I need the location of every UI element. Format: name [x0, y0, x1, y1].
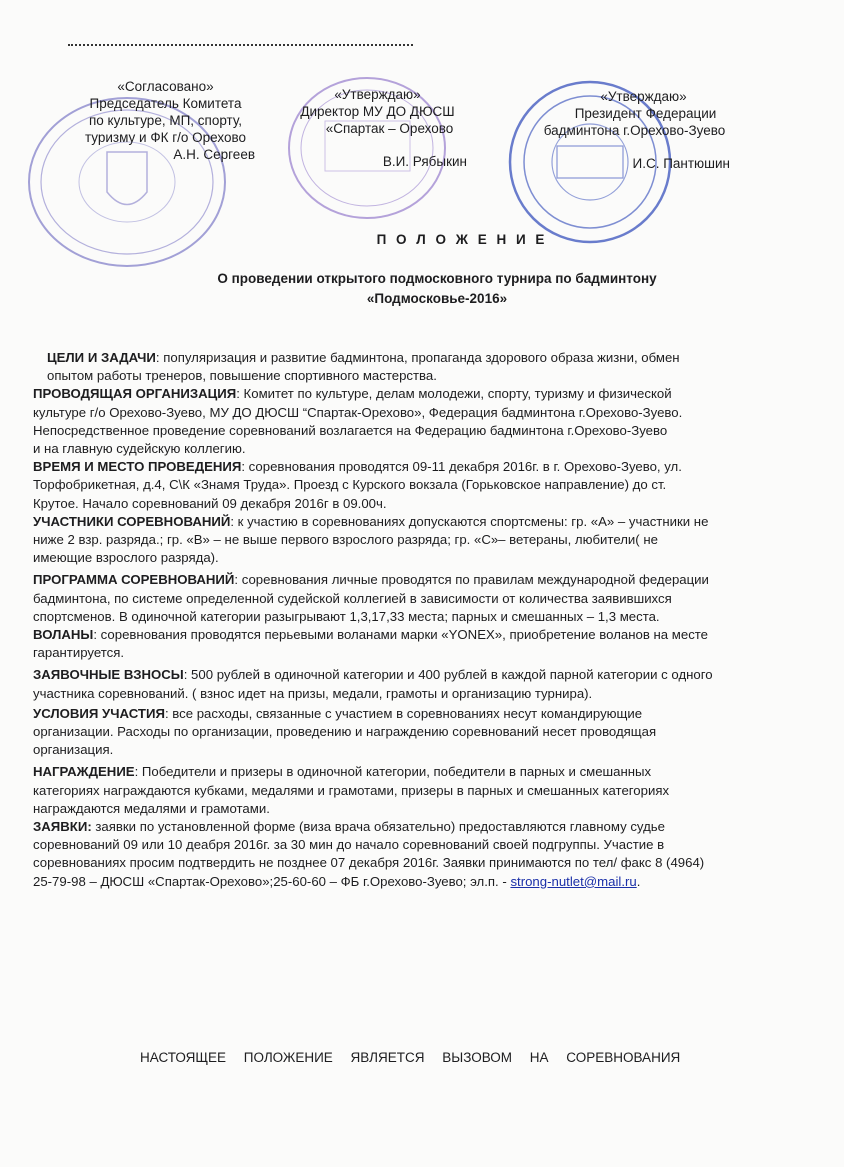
section-applications [33, 818, 823, 891]
subtitle-line: О проведении открытого подмосковного турнира по бадминтону [217, 271, 657, 286]
section-text: : соревнования проводятся 09-11 декабря 2016г. в г. Орехово-Зуево, ул. [241, 459, 682, 475]
section-text: имеющие взрослого разряда). [33, 550, 219, 566]
document-title: П О Л О Ж Е Н И Е [376, 232, 548, 247]
section-text: 25-79-98 – ДЮСШ «Спартак-Орехово»;25-60-60 – ФБ г.Орехово-Зуево; эл.п. - [33, 873, 511, 889]
section-text: : все расходы, связанные с участием в соревнованиях несут командирующие [164, 705, 643, 721]
section-text: Крутое. Начало соревнований 09 декабря 2016г в 09.00ч. [33, 495, 387, 511]
section-label: ВОЛАНЫ [33, 627, 94, 643]
section-goals [33, 349, 823, 385]
section-text: соревнованиях просим подтвердить не позднее 07 декабря 2016г. Заявки принимаются по тел/ факс 8 (4964) [33, 855, 705, 871]
section-label: ПРОВОДЯЩАЯ ОРГАНИЗАЦИЯ [33, 386, 237, 402]
section-text: ниже 2 взр. разряда.; гр. «В» – не выше первого взрослого разряда; гр. «С»– ветераны, любители( не [33, 532, 658, 548]
approval-block-left [58, 78, 273, 163]
approval-left-line: Председатель Комитета [89, 96, 242, 111]
section-label: ЗАЯВКИ: [33, 819, 92, 835]
subtitle-line: «Подмосковье-2016» [366, 291, 508, 306]
approval-block-right [527, 88, 742, 172]
section-text: : соревнования личные проводятся по правилам международной федерации [234, 572, 709, 588]
section-text: спортсменов. В одиночной категории разыгрывают 1,3,17,33 места; парных и смешанных – 1,3 места. [33, 608, 660, 624]
approval-center-line: «Спартак – Орехово [325, 121, 454, 136]
section-label: НАГРАЖДЕНИЕ [33, 764, 135, 780]
section-participants [33, 513, 823, 568]
section-label: ВРЕМЯ И МЕСТО ПРОВЕДЕНИЯ [33, 459, 242, 475]
approval-block-center [280, 86, 475, 170]
approval-center-line: Директор МУ ДО ДЮСШ [300, 104, 455, 119]
section-text: бадминтона, по системе определенной судейской коллегией в зависимости от количества заявившихся [33, 590, 672, 606]
section-text: участника соревнований. ( взнос идет на призы, медали, грамоты и организацию турнира). [33, 685, 593, 701]
email-link[interactable]: strong-nutlet@mail.ru [510, 873, 637, 889]
approval-left-head: «Согласовано» [117, 79, 214, 94]
approval-center-head: «Утверждаю» [334, 87, 421, 102]
section-text: опытом работы тренеров, повышение спортивного мастерства. [47, 368, 437, 384]
section-text: : Победители и призеры в одиночной категории, победители в парных и смешанных [134, 764, 652, 780]
approval-left-line: туризму и ФК г/о Орехово [84, 130, 247, 145]
section-text: . [636, 873, 641, 889]
section-text: организации. Расходы по организации, проведению и награждению соревнований несет проводящая [33, 724, 657, 740]
section-text: : 500 рублей в одиночной категории и 400 рублей в каждой парной категории с одного [183, 667, 713, 683]
section-text: гарантируется. [33, 645, 125, 661]
section-label: ПРОГРАММА СОРЕВНОВАНИЙ [33, 572, 235, 588]
section-text: награждаются медалями и грамотами. [33, 800, 270, 816]
section-label: ЗАЯВОЧНЫЕ ВЗНОСЫ [33, 667, 184, 683]
section-text: соревнований 09 или 10 деабря 2016г. за 30 мин до начало соревнований своей подгруппы. Участие в [33, 837, 665, 853]
section-label: ЦЕЛИ И ЗАДАЧИ [47, 350, 156, 365]
approval-right-head: «Утверждаю» [600, 89, 687, 104]
section-text: : к участию в соревнованиях допускаются спортсмены: гр. «А» – участники не [230, 513, 709, 529]
approval-right-line: бадминтона г.Орехово-Зуево [543, 123, 726, 138]
section-text: : соревнования проводятся перьевыми воланами марки «YONEX», приобретение воланов на месте [93, 627, 709, 643]
approval-left-line: по культуре, МП, спорту, [88, 113, 243, 128]
section-conditions [33, 705, 823, 760]
section-awards [33, 763, 823, 818]
section-text: Непосредственное проведение соревнований возлагается на Федерацию бадминтона г.Орехово-Зуево [33, 422, 668, 438]
section-label: УЧАСТНИКИ СОРЕВНОВАНИЙ [33, 513, 231, 529]
section-text: Торфобрикетная, д.4, С\К «Знамя Труда». Проезд с Курского вокзала (Горьковское направление) до ст. [33, 477, 667, 493]
section-text: : популяризация и развитие бадминтона, пропаганда здорового образа жизни, обмен [155, 350, 680, 365]
section-text: : Комитет по культуре, делам молодежи, спорту, туризму и физической [236, 386, 672, 402]
footer-call-statement: НАСТОЯЩЕЕ ПОЛОЖЕНИЕ ЯВЛЯЕТСЯ ВЫЗОВОМ НА СОРЕВНОВАНИЯ [140, 1050, 681, 1065]
section-shuttlecocks [33, 626, 823, 662]
approval-right-signature: И.С. Пантюшин [632, 156, 730, 171]
section-text: и на главную судейскую коллегию. [33, 441, 246, 457]
section-fees [33, 666, 823, 702]
section-label: УСЛОВИЯ УЧАСТИЯ [33, 705, 165, 721]
dotted-header-line [68, 44, 413, 46]
document-body [33, 349, 823, 891]
section-time-place [33, 458, 823, 513]
document-subtitle [0, 269, 844, 309]
section-organizer [33, 385, 823, 458]
section-text: категориях награждаются кубками, медалями и грамотами, призеры в парных и смешанных категориях [33, 782, 670, 798]
section-program [33, 571, 823, 626]
section-text: заявки по установленной форме (виза врача обязательно) предоставляются главному судье [91, 819, 665, 835]
approval-left-signature: А.Н. Сергеев [173, 147, 255, 162]
approval-right-line: Президент Федерации [574, 106, 717, 121]
approval-center-signature: В.И. Рябыкин [382, 154, 467, 169]
section-text: организация. [33, 742, 114, 758]
section-text: культуре г/о Орехово-Зуево, МУ ДО ДЮСШ “Спартак-Орехово», Федерация бадминтона г.Орехово-Зуево. [33, 404, 683, 420]
